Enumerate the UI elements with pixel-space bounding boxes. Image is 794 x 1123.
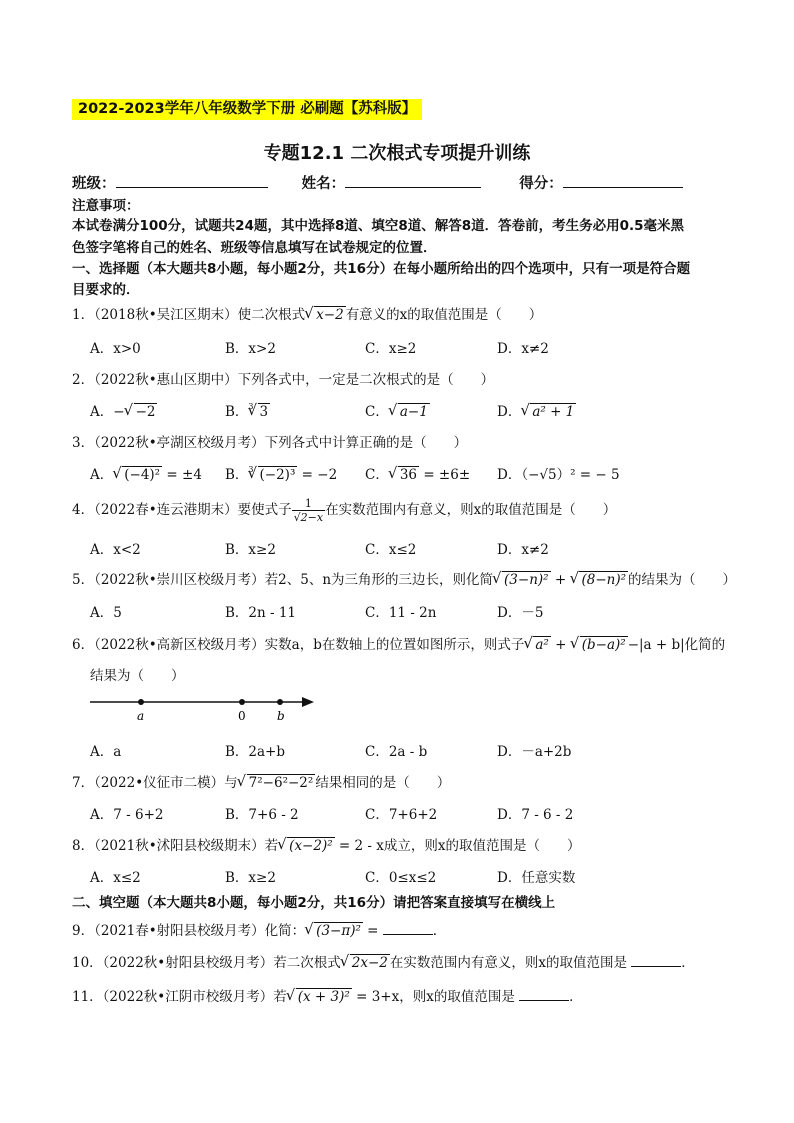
question-6 bbox=[72, 633, 725, 653]
q6-plus: + bbox=[550, 637, 571, 653]
q6-option-d[interactable]: D．－a+2b bbox=[497, 744, 572, 760]
q8-option-c[interactable]: C．0≤x≤2 bbox=[365, 870, 437, 886]
q2-b-radicand: 3 bbox=[259, 404, 269, 420]
sqrt-icon bbox=[571, 636, 628, 653]
q11-stem: 11．（2022秋•江阴市校级月考）若 bbox=[72, 989, 287, 1005]
q5-stem: 5．（2022秋•崇川区校级月考）若2、5、n为三角形的三边长，则化简 bbox=[72, 572, 494, 588]
q2-d-radicand: a² + 1 bbox=[532, 404, 575, 420]
q8-option-d[interactable]: D．任意实数 bbox=[497, 870, 576, 886]
q1-option-d[interactable]: D．x≠2 bbox=[497, 341, 549, 357]
question-9 bbox=[72, 919, 446, 939]
q4-stem-end: 在实数范围内有意义，则x的取值范围是（ ） bbox=[325, 502, 617, 518]
question-7 bbox=[72, 771, 450, 791]
sqrt-icon bbox=[278, 837, 334, 854]
sqrt-icon bbox=[287, 988, 352, 1005]
notice-heading: 注意事项： bbox=[72, 198, 140, 214]
q6-radicand-2: (b−a)² bbox=[581, 637, 626, 653]
q8-radicand: (x−2)² bbox=[289, 838, 333, 854]
q4-option-c[interactable]: C．x≤2 bbox=[365, 542, 417, 558]
section-2-heading: 二、填空题（本大题共8小题，每小题2分，共16分）请把答案直接填写在横线上 bbox=[72, 895, 556, 911]
q2-option-a[interactable] bbox=[90, 400, 157, 420]
q2-c-radicand: a−1 bbox=[399, 404, 428, 420]
q4-denominator: √2−x bbox=[293, 511, 324, 524]
q11-answer-blank[interactable] bbox=[519, 986, 569, 1001]
q9-equals: = bbox=[362, 923, 383, 939]
q6-radicand-1: a² bbox=[535, 637, 549, 653]
q8-option-b[interactable]: B．x≥2 bbox=[225, 870, 276, 886]
q1-radicand: x−2 bbox=[316, 307, 344, 323]
class-label: 班级： bbox=[72, 176, 116, 192]
q3-c-result: = ±6± bbox=[419, 467, 471, 483]
q3-a-result: = ±4 bbox=[162, 467, 202, 483]
q4-option-a[interactable]: A．x<2 bbox=[90, 542, 141, 558]
q3-option-c[interactable] bbox=[365, 463, 470, 483]
label-b: b bbox=[277, 709, 285, 723]
q4-numerator: 1 bbox=[292, 497, 325, 511]
q2-option-b[interactable] bbox=[225, 400, 270, 420]
q2-a-radicand: −2 bbox=[135, 404, 156, 420]
q1-stem: 1．（2018秋•吴江区期末）使二次根式 bbox=[72, 307, 306, 323]
q5-stem-end: 的结果为（ ） bbox=[628, 572, 737, 588]
sqrt-icon bbox=[125, 403, 158, 420]
q6-option-c[interactable]: C．2a - b bbox=[365, 744, 428, 760]
sqrt-icon bbox=[305, 922, 363, 939]
q9-stem: 9．（2021春•射阳县校级月考）化简： bbox=[72, 923, 306, 939]
point-a bbox=[138, 699, 144, 705]
q8-option-a[interactable]: A．x≤2 bbox=[90, 870, 141, 886]
q9-radicand: (3−π)² bbox=[316, 923, 361, 939]
cube-root-index: 3 bbox=[248, 465, 254, 474]
q3-a-prefix: A． bbox=[90, 467, 114, 483]
score-blank[interactable] bbox=[563, 173, 683, 188]
sqrt-icon bbox=[113, 466, 162, 483]
q7-stem-end: 结果相同的是（ ） bbox=[315, 775, 451, 791]
label-zero: 0 bbox=[238, 709, 246, 723]
question-5 bbox=[72, 568, 736, 588]
q2-c-prefix: C． bbox=[365, 404, 389, 420]
q7-option-a[interactable]: A．7 - 6+2 bbox=[90, 807, 164, 823]
question-1 bbox=[72, 303, 542, 323]
question-8 bbox=[72, 834, 581, 854]
q3-option-a[interactable] bbox=[90, 463, 202, 483]
sqrt-icon bbox=[570, 571, 628, 588]
q3-b-radicand: (−2)³ bbox=[259, 467, 296, 483]
q6-stem-end: −|a + b|化简的 bbox=[627, 637, 726, 653]
label-a: a bbox=[137, 709, 145, 723]
number-line-arrow-icon bbox=[302, 697, 314, 707]
q3-c-prefix: C． bbox=[365, 467, 389, 483]
q1-stem-end: 有意义的x的取值范围是（ ） bbox=[345, 307, 543, 323]
q10-stem: 10．（2022秋•射阳县校级月考）若二次根式 bbox=[72, 955, 341, 971]
q11-stem-end: = 3+x，则x的取值范围是 bbox=[351, 989, 515, 1005]
student-info-row bbox=[72, 172, 683, 193]
name-blank[interactable] bbox=[345, 173, 481, 188]
q2-d-prefix: D． bbox=[497, 404, 522, 420]
q10-stem-end: 在实数范围内有意义，则x的取值范围是 bbox=[389, 955, 627, 971]
notice-line-2: 色签字笔将自己的姓名、班级等信息填写在试卷规定的位置． bbox=[72, 240, 437, 256]
q4-option-b[interactable]: B．x≥2 bbox=[225, 542, 276, 558]
q11-radicand: (x + 3)² bbox=[297, 989, 350, 1005]
q2-option-d[interactable] bbox=[497, 400, 576, 420]
question-11 bbox=[72, 985, 583, 1005]
name-label: 姓名： bbox=[301, 176, 346, 192]
notice-line-1: 本试卷满分100分，试题共24题，其中选择8道、填空8道、解答8道．答卷前，考生务必用0.5毫米黑 bbox=[72, 218, 685, 234]
q6-option-b[interactable]: B．2a+b bbox=[225, 744, 286, 760]
q6-stem-line-2: 结果为（ ） bbox=[90, 668, 185, 684]
q7-option-d[interactable]: D．7 - 6 - 2 bbox=[497, 807, 574, 823]
q2-b-prefix: B． bbox=[225, 404, 249, 420]
section-1-heading-cont: 目要求的． bbox=[72, 282, 140, 298]
q9-answer-blank[interactable] bbox=[383, 920, 433, 935]
q5-radicand-1: (3−n)² bbox=[504, 572, 549, 588]
q10-answer-blank[interactable] bbox=[631, 952, 681, 967]
sqrt-icon bbox=[341, 954, 390, 971]
q7-radicand: 7²−6²−2² bbox=[248, 775, 314, 791]
q3-option-d[interactable]: D．（−√5）² = − 5 bbox=[497, 467, 620, 483]
q5-option-b[interactable]: B．2n - 11 bbox=[225, 605, 297, 621]
q3-c-radicand: 36 bbox=[399, 467, 418, 483]
sqrt-icon bbox=[389, 466, 419, 483]
q11-period: ． bbox=[569, 989, 583, 1005]
sqrt-icon bbox=[524, 636, 550, 653]
q3-option-b[interactable] bbox=[225, 463, 337, 483]
page-title: 专题12.1 二次根式专项提升训练 bbox=[263, 143, 531, 164]
number-line-figure bbox=[88, 690, 318, 726]
q4-stem: 4．（2022春•连云港期末）要使式子 bbox=[72, 502, 292, 518]
question-3: 3．（2022秋•亭湖区校级月考）下列各式中计算正确的是（ ） bbox=[72, 435, 468, 451]
sqrt-icon bbox=[493, 571, 551, 588]
cube-root-icon bbox=[249, 466, 298, 483]
q10-radicand: 2x−2 bbox=[351, 955, 388, 971]
score-label: 得分： bbox=[519, 176, 563, 192]
q5-option-c[interactable]: C．11 - 2n bbox=[365, 605, 437, 621]
q5-option-d[interactable]: D．－5 bbox=[497, 605, 544, 621]
q9-period: ． bbox=[432, 923, 447, 939]
section-1-heading: 一、选择题（本大题共8小题，每小题2分，共16分）在每小题所给出的四个选项中，只有一项是符合题 bbox=[72, 261, 691, 277]
q4-option-d[interactable]: D．x≠2 bbox=[497, 542, 549, 558]
header-banner: 2022-2023学年八年级数学下册 必刷题【苏科版】 bbox=[72, 99, 422, 120]
q8-stem: 8．（2021秋•沭阳县校级期末）若 bbox=[72, 838, 279, 854]
q4-fraction bbox=[292, 497, 325, 524]
q1-option-b[interactable]: B．x>2 bbox=[225, 341, 276, 357]
q3-b-prefix: B． bbox=[225, 467, 249, 483]
q6-stem: 6．（2022秋•高新区校级月考）实数a，b在数轴上的位置如图所示，则式子 bbox=[72, 637, 525, 653]
q3-a-radicand: (−4)² bbox=[124, 467, 161, 483]
q1-option-c[interactable]: C．x≥2 bbox=[365, 341, 417, 357]
q2-option-c[interactable] bbox=[365, 400, 430, 420]
sqrt-icon bbox=[238, 774, 316, 791]
q1-option-a[interactable]: A．x>0 bbox=[90, 341, 141, 357]
point-b bbox=[277, 699, 283, 705]
class-blank[interactable] bbox=[116, 173, 268, 188]
question-4 bbox=[72, 497, 616, 524]
q5-plus: + bbox=[550, 572, 571, 588]
sqrt-icon bbox=[305, 306, 346, 323]
q2-a-prefix: A．− bbox=[90, 404, 125, 420]
q6-option-a[interactable]: A．a bbox=[90, 744, 122, 760]
sqrt-icon bbox=[389, 403, 430, 420]
point-zero bbox=[239, 699, 245, 705]
q5-option-a[interactable]: A．5 bbox=[90, 605, 122, 621]
q5-radicand-2: (8−n)² bbox=[581, 572, 627, 588]
q7-stem: 7．（2022•仪征市二模）与 bbox=[72, 775, 238, 791]
question-10 bbox=[72, 951, 695, 971]
cube-root-index: 3 bbox=[248, 402, 254, 411]
sqrt-icon bbox=[521, 403, 576, 420]
q7-option-c[interactable]: C．7+6+2 bbox=[365, 807, 438, 823]
cube-root-icon bbox=[249, 403, 271, 420]
q10-period: ． bbox=[681, 955, 695, 971]
q3-b-result: = −2 bbox=[297, 467, 338, 483]
question-2: 2．（2022秋•惠山区期中）下列各式中，一定是二次根式的是（ ） bbox=[72, 372, 495, 388]
q8-stem-end: = 2 - x成立，则x的取值范围是（ ） bbox=[334, 838, 581, 854]
q7-option-b[interactable]: B．7+6 - 2 bbox=[225, 807, 299, 823]
